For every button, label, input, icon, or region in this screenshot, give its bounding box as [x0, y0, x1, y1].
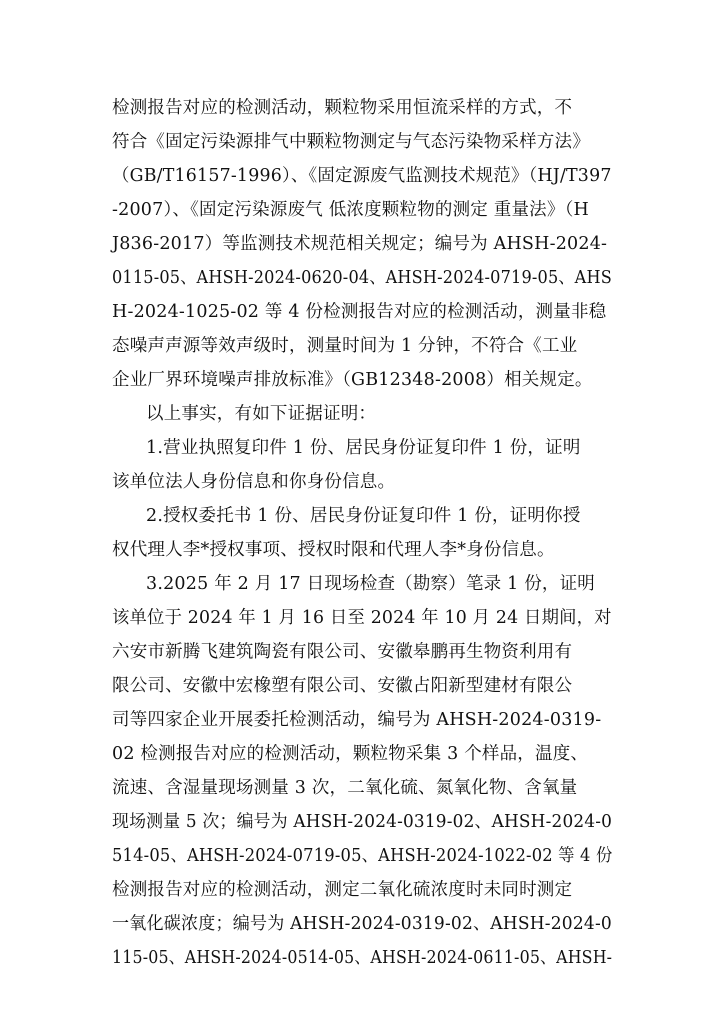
evidence-item-1-line-1: 1.营业执照复印件 1 份、居民身份证复印件 1 份，证明 [146, 438, 581, 458]
text-line-7: H-2024-1025-02 等 4 份检测报告对应的检测活动，测量非稳 [112, 302, 607, 322]
evidence-item-3-line-4: 限公司、安徽中宏橡塑有限公司、安徽占阳新型建材有限公 [112, 676, 573, 696]
evidence-item-3-line-12: 115-05、AHSH-2024-0514-05、AHSH-2024-0611-05、AHSH- [112, 948, 613, 968]
evidence-item-3-line-8: 现场测量 5 次；编号为 AHSH-2024-0319-02、AHSH-2024-0 [112, 812, 613, 832]
evidence-item-3-line-2: 该单位于 2024 年 1 月 16 日至 2024 年 10 月 24 日期间，对 [112, 608, 612, 628]
text-line-9: 企业厂界环境噪声排放标准》（GB12348-2008）相关规定。 [112, 370, 593, 390]
evidence-item-2-line-1: 2.授权委托书 1 份、居民身份证复印件 1 份，证明你授 [146, 506, 581, 526]
evidence-item-3-line-11: 一氧化碳浓度；编号为 AHSH-2024-0319-02、AHSH-2024-0 [112, 914, 612, 934]
text-line-4: -2007）、《固定污染源废气 低浓度颗粒物的测定 重量法》（H [112, 200, 589, 220]
text-line-3: （GB/T16157-1996）、《固定源废气监测技术规范》（HJ/T397 [112, 166, 612, 186]
evidence-item-3-line-9: 514-05、AHSH-2024-0719-05、AHSH-2024-1022-02 等 4 份 [112, 846, 613, 866]
evidence-item-1-line-2: 该单位法人身份信息和你身份信息。 [112, 472, 396, 492]
evidence-intro: 以上事实，有如下证据证明： [146, 404, 377, 424]
evidence-item-3-line-10: 检测报告对应的检测活动，测定二氧化硫浓度时未同时测定 [112, 880, 573, 900]
text-line-5: J836-2017）等监测技术规范相关规定；编号为 AHSH-2024- [112, 234, 608, 254]
evidence-item-3-line-6: 02 检测报告对应的检测活动，颗粒物采集 3 个样品，温度、 [112, 744, 589, 764]
text-line-6: 0115-05、AHSH-2024-0620-04、AHSH-2024-0719-05、AHS [112, 268, 612, 288]
evidence-item-3-line-1: 3.2025 年 2 月 17 日现场检查（勘察）笔录 1 份，证明 [146, 574, 596, 594]
text-line-2: 符合《固定污染源排气中颗粒物测定与气态污染物采样方法》 [112, 132, 590, 152]
evidence-item-2-line-2: 权代理人李*授权事项、授权时限和代理人李*身份信息。 [112, 540, 555, 560]
text-line-1: 检测报告对应的检测活动，颗粒物采用恒流采样的方式，不 [112, 98, 573, 118]
evidence-item-3-line-7: 流速、含湿量现场测量 3 次，二氧化硫、氮氧化物、含氧量 [112, 778, 578, 798]
evidence-item-3-line-5: 司等四家企业开展委托检测活动，编号为 AHSH-2024-0319- [112, 710, 602, 730]
text-line-8: 态噪声声源等效声级时，测量时间为 1 分钟，不符合《工业 [112, 336, 578, 356]
evidence-item-3-line-3: 六安市新腾飞建筑陶瓷有限公司、安徽皋鹏再生物资利用有 [112, 642, 573, 662]
